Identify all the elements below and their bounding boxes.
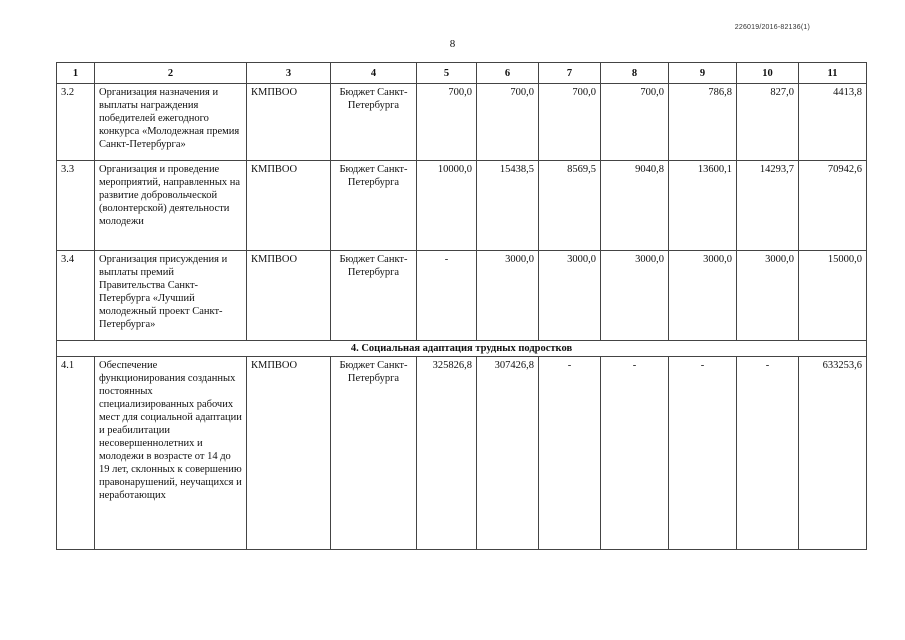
table-row: [57, 357, 867, 550]
value-cell: 3000,0: [539, 251, 601, 341]
value-cell: 3000,0: [737, 251, 799, 341]
value-cell: 633253,6: [799, 357, 867, 550]
funding-source: Бюджет Санкт-Петербурга: [331, 161, 417, 251]
row-number: 3.4: [57, 251, 95, 341]
activity-name: Организация и проведение мероприятий, направленных на развитие добровольческой (волонтерской) деятельности молодежи: [95, 161, 247, 251]
value-cell: 13600,1: [669, 161, 737, 251]
column-header: 2: [95, 63, 247, 84]
column-header: 9: [669, 63, 737, 84]
funding-source: Бюджет Санкт-Петербурга: [331, 84, 417, 161]
column-header: 8: [601, 63, 669, 84]
value-cell: 307426,8: [477, 357, 539, 550]
column-header: 1: [57, 63, 95, 84]
value-cell: 700,0: [477, 84, 539, 161]
column-header: 10: [737, 63, 799, 84]
budget-table: [56, 62, 867, 550]
executor: КМПВОО: [247, 161, 331, 251]
value-cell: 4413,8: [799, 84, 867, 161]
executor: КМПВОО: [247, 84, 331, 161]
value-cell: 15438,5: [477, 161, 539, 251]
value-cell: 9040,8: [601, 161, 669, 251]
column-header: 5: [417, 63, 477, 84]
value-cell: 786,8: [669, 84, 737, 161]
section-title: 4. Социальная адаптация трудных подростков: [57, 341, 867, 357]
table-row: [57, 84, 867, 161]
value-cell: 827,0: [737, 84, 799, 161]
activity-name: Организация присуждения и выплаты премий Правительства Санкт-Петербурга «Лучший молодежный проект Санкт-Петербурга»: [95, 251, 247, 341]
executor: КМПВОО: [247, 251, 331, 341]
column-header: 11: [799, 63, 867, 84]
table-row: [57, 161, 867, 251]
value-cell: 700,0: [417, 84, 477, 161]
row-number: 3.3: [57, 161, 95, 251]
funding-source: Бюджет Санкт-Петербурга: [331, 357, 417, 550]
value-cell: 14293,7: [737, 161, 799, 251]
value-cell: 8569,5: [539, 161, 601, 251]
section-header-row: [57, 341, 867, 357]
table-header-row: [57, 63, 867, 84]
value-cell: 70942,6: [799, 161, 867, 251]
funding-source: Бюджет Санкт-Петербурга: [331, 251, 417, 341]
row-number: 4.1: [57, 357, 95, 550]
column-header: 6: [477, 63, 539, 84]
table-row: [57, 251, 867, 341]
row-number: 3.2: [57, 84, 95, 161]
value-cell: 3000,0: [477, 251, 539, 341]
value-cell: 10000,0: [417, 161, 477, 251]
column-header: 7: [539, 63, 601, 84]
value-cell: -: [601, 357, 669, 550]
executor: КМПВОО: [247, 357, 331, 550]
value-cell: -: [669, 357, 737, 550]
value-cell: -: [539, 357, 601, 550]
value-cell: 3000,0: [601, 251, 669, 341]
value-cell: 700,0: [539, 84, 601, 161]
column-header: 4: [331, 63, 417, 84]
value-cell: -: [417, 251, 477, 341]
column-header: 3: [247, 63, 331, 84]
value-cell: 325826,8: [417, 357, 477, 550]
value-cell: 3000,0: [669, 251, 737, 341]
value-cell: -: [737, 357, 799, 550]
value-cell: 700,0: [601, 84, 669, 161]
activity-name: Организация назначения и выплаты награждения победителей ежегодного конкурса «Молодежная премия Санкт-Петербурга»: [95, 84, 247, 161]
page-number: 8: [449, 38, 456, 50]
document-number: 226019/2016-82136(1): [734, 24, 810, 31]
value-cell: 15000,0: [799, 251, 867, 341]
activity-name: Обеспечение функционирования созданных постоянных специализированных рабочих мест для социальной адаптации и реабилитации несовершеннолетних и молодежи в возрасте от 14 до 19 лет, склонных к совершению правонарушений, неучащихся и неработающих: [95, 357, 247, 550]
